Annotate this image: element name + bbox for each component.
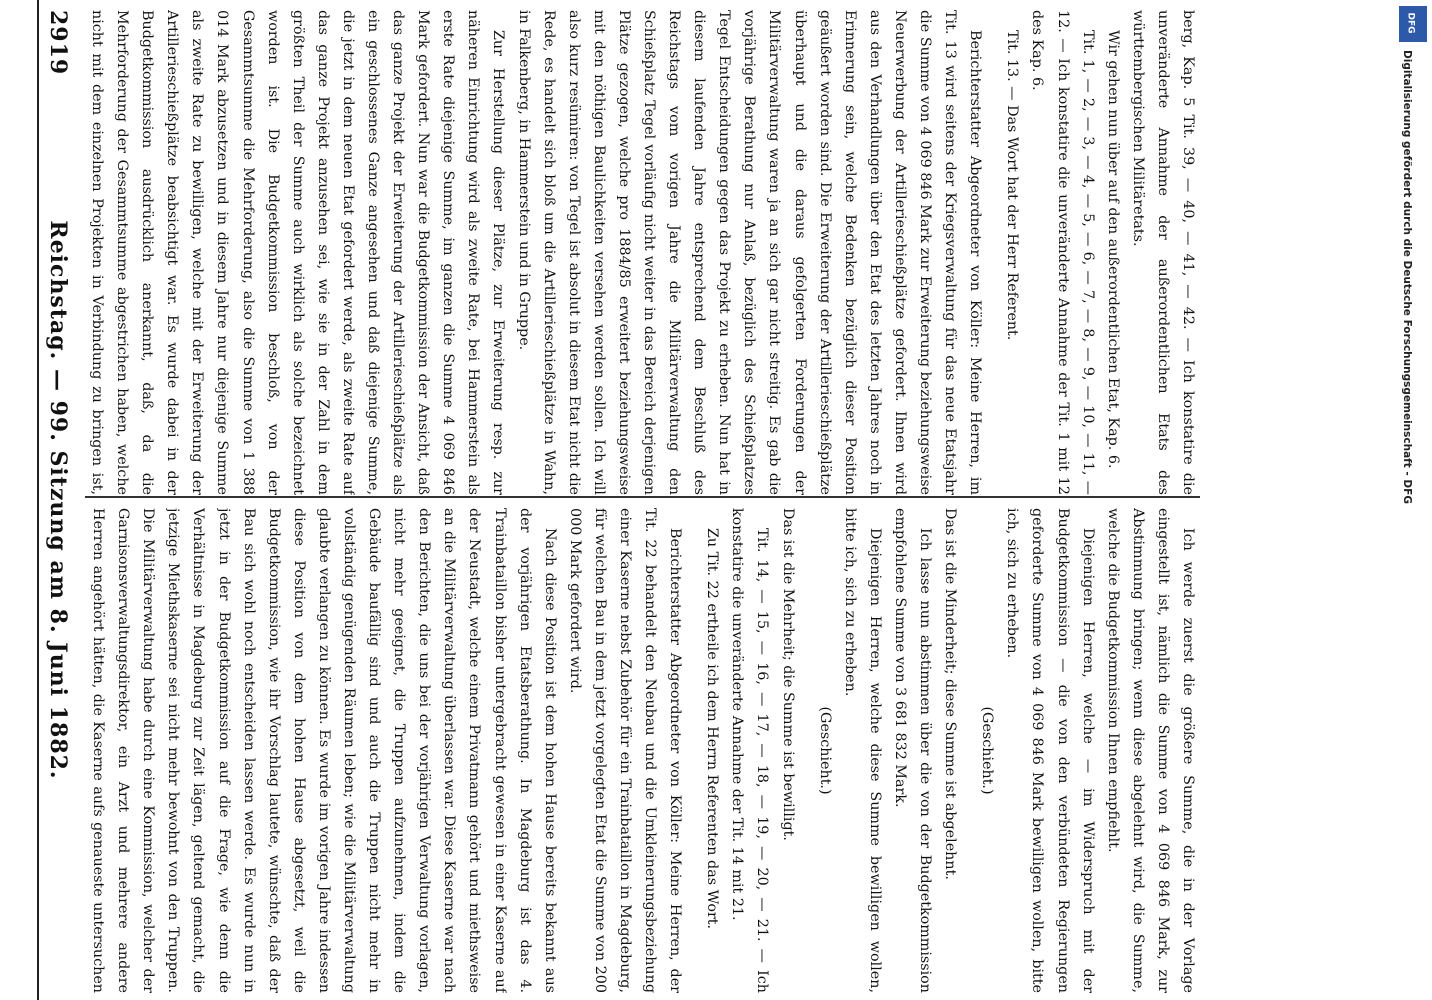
- paragraph: Diejenigen Herren, welche — im Widerspruch mit der Budgetkommission — die von den verbündeten Regierungen geforderte Summe von 4 069 846 Mark bewilligen wollen, bitte ich, sich zu erheben.: [1004, 508, 1096, 993]
- digitization-credit: [1395, 0, 1431, 1000]
- paragraph: berg, Kap. 5 Tit. 39, — 40, — 41, — 42. — Ich konstatire die unveränderte Annahme der außerordentlichen Etats des württembergischen Militäretats.: [1129, 10, 1196, 495]
- left-text-column: [85, 10, 1200, 495]
- paragraph: Berichterstatter Abgeordneter von Köller: Meine Herren, der Tit. 22 behandelt den Neubau und die Umkleinerungsbeziehung einer Kaserne nebst Zubehör für ein Trainbataillon in Magdeburg, für welchen Bau in dem jetzt vorgelegten Etat die Summe von 200 000 Mark gefordert wird.: [566, 508, 684, 993]
- paragraph: Zur Herstellung dieser Plätze, zur Erweiterung resp. zur näheren Einrichtung wird als zweite Rate, bei Hammerstein als erste Rate diejenige Summe, im ganzen die Summe 4 069 846 Mark gefordert. Nun war die Budgetkommission der Ansicht, daß das ganze Projekt der Erweiterung der Artillerieschießplätze als ein geschlossenes Ganze angesehen und daß diejenige Summe, die jetzt in dem neuen Etat gefordert werde, als zweite Rate auf das ganze Projekt anzusehen sei, wie sie in der Zahl in dem größten Theil der Summe auch wirklich als solche bezeichnet worden ist. Die Budgetkommission beschloß, von der Gesammtsumme die Mehrforderung, also die Summe von 1 388 014 Mark abzusetzen und in diesem Jahre nur diejenige Summe als zweite Rate zu bewilligen, welche mit der Erweiterung der Artillerieschießplätze beabsichtigt war. Es wurde dabei in der Budgetkommission ausdrücklich anerkannt, daß, da die Mehrforderung der Gesammtsumme abgestrichen haben, welche nicht mit dem einzelnen Projekten in Verbindung zu bringen ist,: [88, 10, 507, 495]
- dfg-logo-icon: [1399, 6, 1427, 42]
- paragraph: Wir gehen nun über auf den außerordentlichen Etat, Kap. 6.: [1104, 30, 1121, 469]
- paragraph: Ich lasse nun abstimmen über die von der Budgetkommission empfohlene Summe von 3 681 832 Mark.: [891, 508, 934, 993]
- paragraph: Das ist die Minderheit; diese Summe ist abgelehnt.: [942, 508, 959, 880]
- paragraph: Tit. 1, — 2, — 3, — 4, — 5, — 6, — 7, — 8, — 9, — 10, — 11, — 12. — Ich konstatire die unveränderte Annahme der Tit. 1 mit 12 des Kap. 6.: [1029, 10, 1096, 495]
- right-text-column: [85, 508, 1200, 993]
- paragraph: Tit. 13. — Das Wort hat der Herr Referent.: [1004, 30, 1021, 341]
- page-header: [37, 0, 75, 1000]
- page-number: 2919: [45, 10, 71, 76]
- column-divider: [85, 496, 1200, 498]
- paragraph: Das ist die Mehrheit; die Summe ist bewilligt.: [779, 508, 796, 841]
- paragraph: (Geschieht.): [979, 706, 996, 795]
- paragraph: Nach diese Position ist dem hohen Hause bereits bekannt aus der vorjährigen Etatsberathung. In Magdeburg ist das 4. Trainbataillon bisher untergebracht gewesen in einer Kaserne auf der Neustadt, welche einem Privatmann gehört und miethsweise an die Militärverwaltung überlassen war. Diese Kaserne war nach den Berichten, die uns bei der vorjährigen Verwaltung vorlagen, nicht mehr geeignet, die Truppen aufzunehmen, indem die Gebäude baufällig sind und auch die Truppen nicht mehr in vollständig genügenden Räumen leben; wie die Militärverwaltung glaubte verlangen zu können. Es wurde im vorigen Jahre indessen diese Position von dem hohen Hause abgesetzt, weil die Budgetkommission, wie ihr Vorschlag lautete, wünschte, daß der Bau sich wohl noch entscheiden lassen werde. Es wurde nun in jetzt in der Budgetkommission auf die Frage, wie denn die Verhältnisse in Magdeburg zur Zeit lägen, geltend gemacht, die jetzige Miethskaserne sei nicht mehr bewohnt von den Truppen. Die Militärverwaltung habe durch eine Kommission, welcher der Garnisonsverwaltungsdirektor, ein Arzt und mehrere andere Herren angehört hätten, die Kaserne aufs genaueste untersuchen: [90, 508, 558, 993]
- paragraph: Zu Tit. 22 ertheile ich dem Herrn Referenten das Wort.: [704, 528, 721, 930]
- paragraph: Berichterstatter Abgeordneter von Köller: Meine Herren, im Tit. 13 wird seitens der Kriegsverwaltung für das neue Etatsjahr die Summe von 4 069 846 Mark zur Erweiterung beziehungsweise Neuerwerbung der Artillerieschießplätze gefordert. Ihnen wird aus den Verhandlungen über den Etat des letzten Jahres noch in Erinnerung sein, welche Bedenken bezüglich dieser Position geäußert worden sind. Die Erweiterung der Artillerieschießplätze überhaupt und die daraus gefolgerten Forderungen der Militärverwaltung waren ja an sich gar nicht streitig. Es gab die vorjährige Berathung nur Anlaß, bezüglich des Schießplatzes Tegel Entscheidungen gegen das Projekt zu erheben. Nun hat in diesem laufenden Jahre entsprechend dem Beschluß des Reichstags vom vorigen Jahre die Militärverwaltung den Schießplatz Tegel vorläufig nicht weiter in das Bereich derjenigen Plätze gezogen, welche pro 1884/85 erweitert beziehungsweise mit den nöthigen Baulichkeiten versehen werden sollen. Ich will also kurz resümiren: von Tegel ist absolut in diesem Etat nicht die Rede, es handelt sich bloß um die Artillerieschießplätze in Wahn, in Falkenberg, in Hammerstein und in Gruppe.: [515, 10, 984, 495]
- paragraph: Ich werde zuerst die größere Summe, die in der Vorlage eingestellt ist, nämlich die Summe von 4 069 846 Mark, zur Abstimmung bringen; wenn diese abgelehnt wird, die Summe, welche die Budgetkommission Ihnen empfiehlt.: [1104, 508, 1196, 993]
- credit-text: Digitalisierung gefördert durch die Deutsche Forschungsgemeinschaft - DFG: [1401, 50, 1413, 504]
- page-title: Reichstag. — 99. Sitzung am 8. Juni 1882.: [45, 220, 71, 780]
- paragraph: Diejenigen Herren, welche diese Summe bewilligen wollen, bitte ich, sich zu erheben.: [841, 508, 883, 993]
- dfg-logo-text: DFG: [1405, 12, 1416, 34]
- paragraph: (Geschieht.): [816, 706, 833, 795]
- paragraph: Tit. 14, — 15, — 16, — 17, — 18, — 19, — 20, — 21. — Ich konstatire die unveränderte Annahme der Tit. 14 mit 21.: [729, 508, 771, 993]
